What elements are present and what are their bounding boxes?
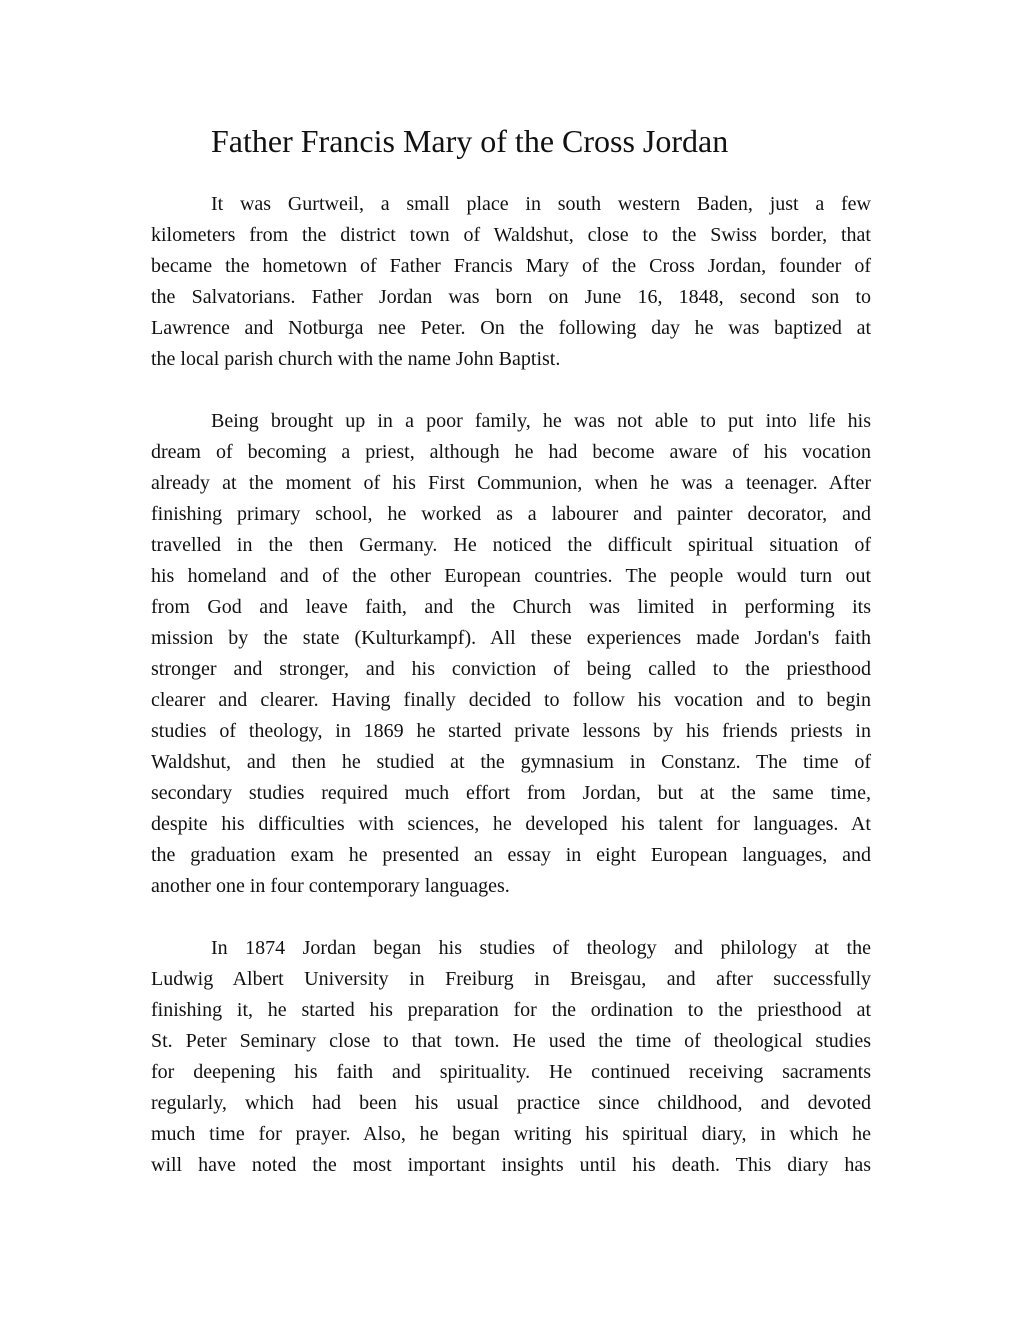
text-line: secondary studies required much effort from Jordan, but at the same time, bbox=[151, 782, 871, 804]
text-line: kilometers from the district town of Waldshut, close to the Swiss border, that bbox=[151, 224, 871, 246]
text-line: his homeland and of the other European countries. The people would turn out bbox=[151, 565, 871, 587]
text-line: from God and leave faith, and the Church was limited in performing its bbox=[151, 596, 871, 618]
text-line: the local parish church with the name John Baptist. bbox=[151, 348, 561, 370]
paragraph bbox=[151, 933, 871, 1181]
text-line: the Salvatorians. Father Jordan was born on June 16, 1848, second son to bbox=[151, 286, 871, 308]
text-line: finishing it, he started his preparation for the ordination to the priesthood at bbox=[151, 999, 871, 1021]
text-line: will have noted the most important insights until his death. This diary has bbox=[151, 1154, 871, 1176]
text-line: stronger and stronger, and his conviction of being called to the priesthood bbox=[151, 658, 871, 680]
text-line: another one in four contemporary languages. bbox=[151, 875, 510, 897]
text-line: the graduation exam he presented an essay in eight European languages, and bbox=[151, 844, 871, 866]
text-line: Lawrence and Notburga nee Peter. On the following day he was baptized at bbox=[151, 317, 871, 339]
text-line: finishing primary school, he worked as a labourer and painter decorator, and bbox=[151, 503, 871, 525]
text-line: clearer and clearer. Having finally decided to follow his vocation and to begin bbox=[151, 689, 871, 711]
text-line: dream of becoming a priest, although he had become aware of his vocation bbox=[151, 441, 871, 463]
paragraph bbox=[151, 189, 871, 375]
text-line: studies of theology, in 1869 he started private lessons by his friends priests in bbox=[151, 720, 871, 742]
document-body bbox=[151, 189, 871, 1212]
text-line: mission by the state (Kulturkampf). All these experiences made Jordan's faith bbox=[151, 627, 871, 649]
text-line: Being brought up in a poor family, he was not able to put into life his bbox=[211, 410, 871, 432]
text-line: Waldshut, and then he studied at the gymnasium in Constanz. The time of bbox=[151, 751, 871, 773]
text-line: St. Peter Seminary close to that town. He used the time of theological studies bbox=[151, 1030, 871, 1052]
text-line: travelled in the then Germany. He noticed the difficult spiritual situation of bbox=[151, 534, 871, 556]
document-title: Father Francis Mary of the Cross Jordan bbox=[211, 123, 729, 159]
text-line: In 1874 Jordan began his studies of theology and philology at the bbox=[211, 937, 871, 959]
paragraph bbox=[151, 406, 871, 902]
text-line: much time for prayer. Also, he began writing his spiritual diary, in which he bbox=[151, 1123, 871, 1145]
text-line: despite his difficulties with sciences, he developed his talent for languages. At bbox=[151, 813, 871, 835]
text-line: It was Gurtweil, a small place in south western Baden, just a few bbox=[211, 193, 871, 215]
text-line: for deepening his faith and spirituality. He continued receiving sacraments bbox=[151, 1061, 871, 1083]
text-line: regularly, which had been his usual practice since childhood, and devoted bbox=[151, 1092, 871, 1114]
text-line: became the hometown of Father Francis Mary of the Cross Jordan, founder of bbox=[151, 255, 871, 277]
text-line: Ludwig Albert University in Freiburg in Breisgau, and after successfully bbox=[151, 968, 871, 990]
text-line: already at the moment of his First Communion, when he was a teenager. After bbox=[151, 472, 871, 494]
